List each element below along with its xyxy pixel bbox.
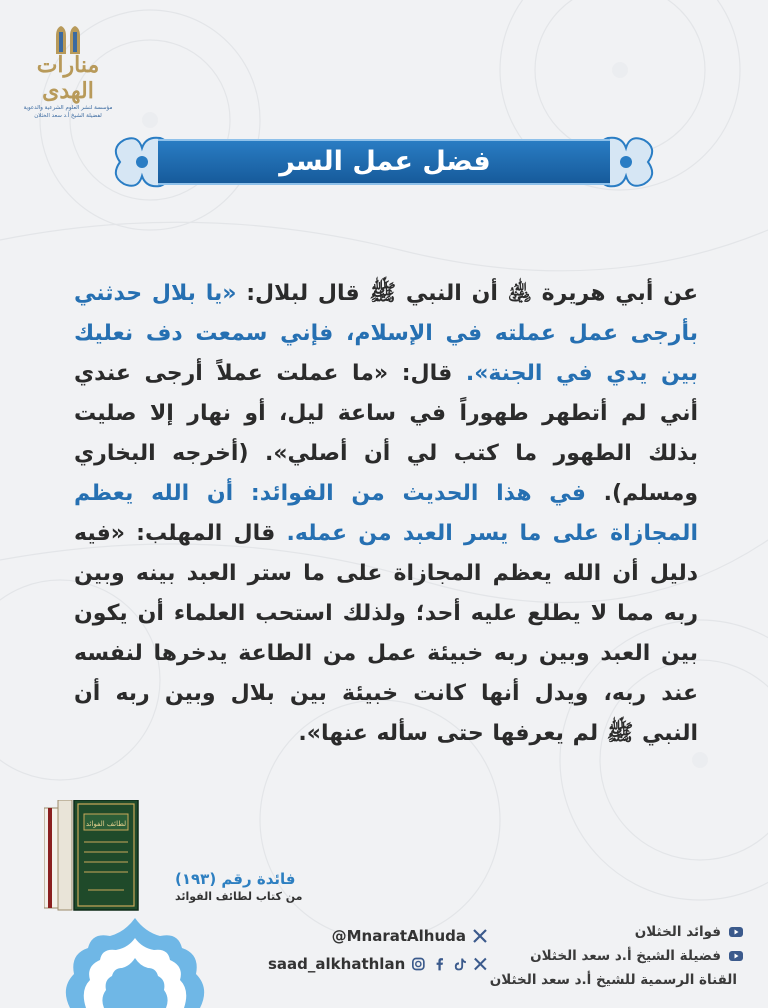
article-body: [74, 274, 698, 754]
x-handle-row[interactable]: [268, 922, 488, 950]
x-icon-2[interactable]: [473, 956, 488, 972]
x-icon[interactable]: [472, 928, 488, 944]
youtube-channel-1-label[interactable]: فوائد الخثلان: [634, 924, 721, 940]
brand-logo: [22, 26, 114, 120]
telegram-channel-label[interactable]: القناة الرسمية للشيخ أ.د سعد الخثلان: [489, 972, 737, 988]
body-muhallab-quote: قال المهلب: «فيه دليل أن الله يعظم المجازاة على ما ستر العبد بينه وبين ربه مما لا يطلع عليه أحد؛ ولذلك استحب العلماء أن يكون بين العبد وبين ربه خبيئة عمل من الطاعة يدخرها لنفسه عند ربه، ويدل أنها كانت خبيئة بين بلال وبين ربه أن النبي ﷺ لم يعرفها حتى سأله عنها».: [74, 521, 698, 746]
body-hadith-intro: عن أبي هريرة ﵁ أن النبي ﷺ قال لبلال:: [236, 281, 698, 306]
instagram-icon[interactable]: [411, 956, 426, 972]
logo-subtitle-2: لفضيلة الشيخ أ.د سعد الخثلان: [34, 113, 102, 119]
multi-handle-row[interactable]: [268, 950, 488, 978]
social-handles: [268, 922, 488, 978]
telegram-channel[interactable]: [489, 968, 744, 992]
channel-list: [489, 920, 744, 992]
book-cover-title: لطائف الفوائد: [85, 820, 127, 828]
body-benefit-highlight: في هذا الحديث من الفوائد: أن الله يعظم المجازاة على ما يسر العبد من عمله.: [74, 481, 698, 546]
page-title: فضل عمل السر: [279, 146, 491, 177]
youtube-channel-2[interactable]: [504, 944, 744, 968]
youtube-icon-2[interactable]: [728, 948, 744, 964]
facebook-icon[interactable]: [432, 956, 447, 972]
body-hadith-quote: «يا بلال حدثني بأرجى عمل عملته في الإسلام، فإني سمعت دف نعليك بين يدي في الجنة».: [74, 281, 698, 386]
youtube-icon[interactable]: [728, 924, 744, 940]
logo-subtitle-1: مؤسسة لنشر العلوم الشرعية والدعوية: [23, 105, 113, 111]
corner-ornament: [60, 918, 210, 1008]
benefit-number: فائدة رقم (١٩٣): [175, 870, 296, 888]
youtube-channel-2-label[interactable]: فضيلة الشيخ أ.د سعد الخثلان: [530, 948, 721, 964]
tiktok-icon[interactable]: [453, 956, 468, 972]
youtube-channel-1[interactable]: [504, 920, 744, 944]
benefit-info: [175, 870, 325, 903]
body-bilal-reply: قال: «ما عملت عملاً أرجى عندي أني لم أتطهر طهوراً في ساعة ليل، أو نهار إلا صليت بذلك الطهور ما كتب لي أن أصلي». (أخرجه البخاري ومسلم).: [74, 361, 698, 506]
minaret-emblem-icon: [48, 26, 88, 54]
book-cover-image: [44, 800, 140, 912]
logo-name: منارات الهدى: [36, 52, 100, 104]
benefit-source: من كتاب لطائف الفوائد: [175, 890, 303, 903]
multi-handle[interactable]: saad_alkhathlan: [268, 955, 406, 973]
x-handle[interactable]: @MnaratAlhuda: [331, 927, 466, 945]
